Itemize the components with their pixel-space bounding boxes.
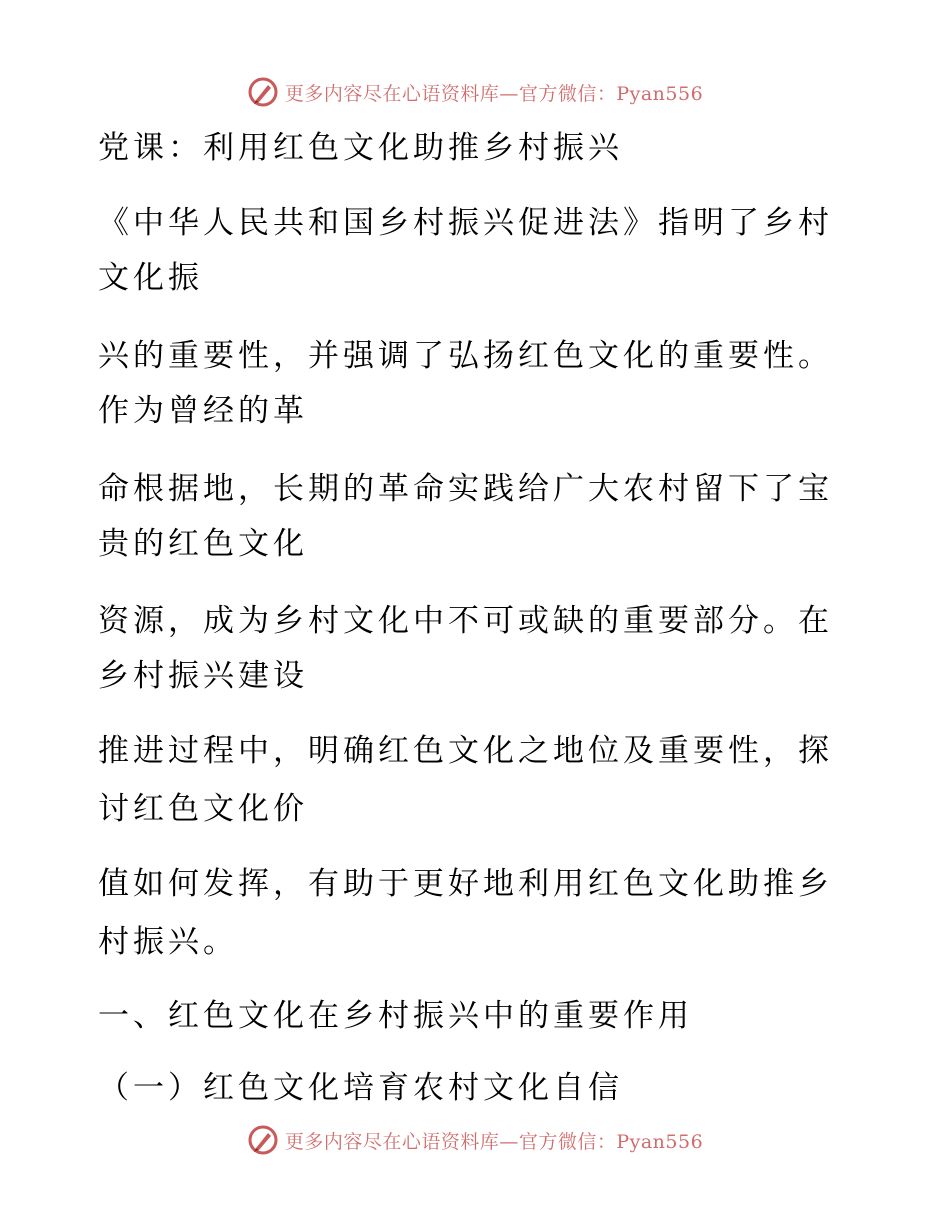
paragraph-line: 贵的红色文化: [98, 526, 308, 562]
paragraph-line: 推进过程中，明确红色文化之地位及重要性，探: [98, 733, 833, 769]
paragraph-line: 《中华人民共和国乡村振兴促进法》指明了乡村: [98, 205, 833, 241]
paragraph-line: 文化振: [98, 260, 203, 296]
header-banner: [0, 72, 950, 112]
subsection-heading: （一）红色文化培育农村文化自信: [98, 1070, 623, 1106]
paragraph-line: 乡村振兴建设: [98, 658, 308, 694]
header-banner-content: [247, 76, 703, 108]
pen-in-circle-icon: [247, 1124, 279, 1156]
document-title: 党课：利用红色文化助推乡村振兴: [98, 130, 623, 166]
pen-in-circle-icon: [247, 76, 279, 108]
footer-banner-text: 更多内容尽在心语资料库—官方微信：Pyan556: [284, 1130, 704, 1153]
paragraph-line: 兴的重要性，并强调了弘扬红色文化的重要性。: [98, 338, 833, 374]
header-banner-text: 更多内容尽在心语资料库—官方微信：Pyan556: [284, 82, 704, 105]
paragraph-line: 资源，成为乡村文化中不可或缺的重要部分。在: [98, 603, 833, 639]
footer-banner: [0, 1120, 950, 1160]
section-heading: 一、红色文化在乡村振兴中的重要作用: [98, 998, 693, 1034]
paragraph-line: 命根据地，长期的革命实践给广大农村留下了宝: [98, 471, 833, 507]
paragraph-line: 村振兴。: [98, 924, 238, 960]
paragraph-line: 值如何发挥，有助于更好地利用红色文化助推乡: [98, 866, 833, 902]
paragraph-line: 讨红色文化价: [98, 791, 308, 827]
paragraph-line: 作为曾经的革: [98, 393, 308, 429]
footer-banner-content: [247, 1124, 703, 1156]
